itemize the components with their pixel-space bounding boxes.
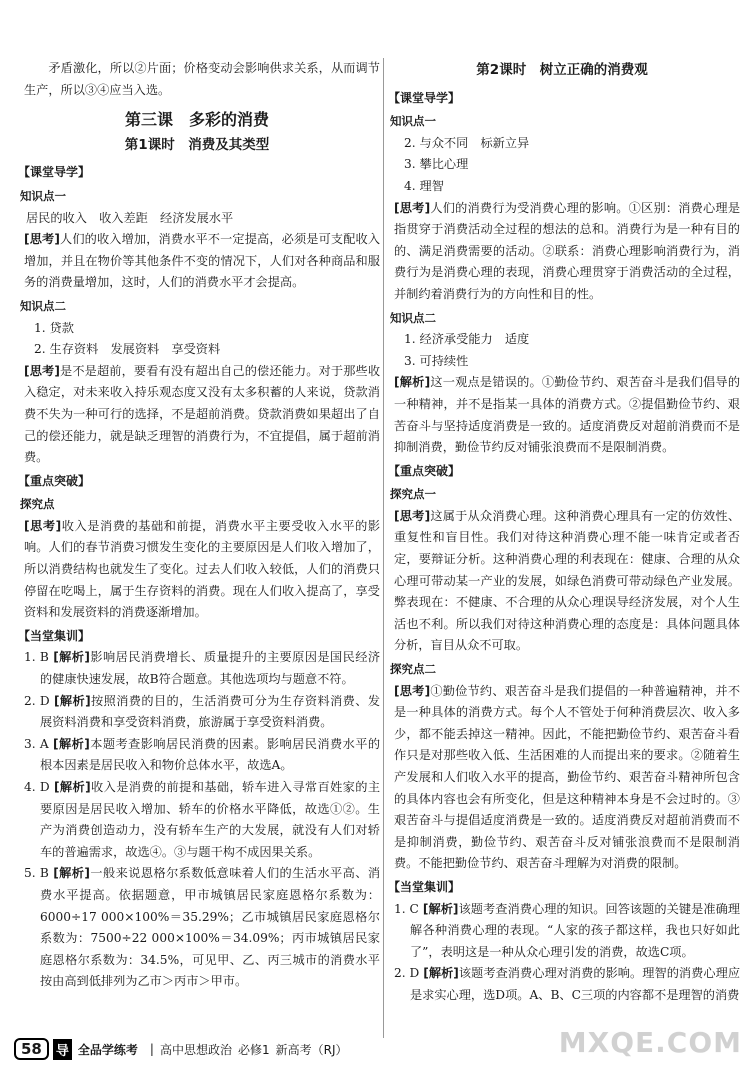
kp1-item: 3. 攀比心理 [404,157,469,172]
explore-point-1: 探究点一 [390,487,436,502]
answer-item [14,691,380,734]
explore2-think [384,681,740,875]
left-column [14,58,380,993]
think-tag: [思考] [24,518,62,533]
think-tag: [思考] [24,232,60,247]
kp2-item: 1. 经济承受能力 适度 [404,332,530,347]
kp1-content: 居民的收入 收入差距 经济发展水平 [26,210,234,225]
explore2-text: ①勤俭节约、艰苦奋斗是我们提倡的一种普遍精神，并不是一种具体的消费方式。每个人不管处于何种消费层次、收入多少，都不能丢掉这一精神。因此，不能把勤俭节约、艰苦奋斗看作只是对那些收入低、生活困难的人而提出来的要求。②随着生产发展和人们收入水平的提高，勤俭节约、艰苦奋斗精神所包含的具体内容也会有所变化，但是这种精神本身是不会过时的。③艰苦奋斗与提倡适度消费是一致的。适度消费反对超前消费而不是抑制消费，勤俭节约、艰苦奋斗反对铺张浪费而不是限制消费。不能把勤俭节约、艰苦奋斗理解为对消费的限制。 [394,683,741,871]
answer-num: 3. A [24,736,49,751]
answer-item [384,899,740,964]
kp2-item: 1. 贷款 [34,320,74,335]
subject: 高中思想政治 [159,1042,232,1057]
analysis-tag: [解析] [53,650,90,665]
explore1-text: 这属于从众消费心理。这种消费心理具有一定的仿效性、重复性和盲目性。我们对待这种消费心理不能一味肯定或者否定，要辩证分析。这种消费心理的利表现在：健康、合理的从众心理可带动某一产业的发展，如绿色消费可带动绿色产业发展。弊表现在：不健康、不合理的从众心理误导经济发展，对个人生活也不利。所以我们对待这种消费心理的态度是：具体问题具体分析，盲目从众不可取。 [394,508,741,653]
answer-text: 一般来说恩格尔系数低意味着人们的生活水平高、消费水平提高。依据题意，甲市城镇居民家庭恩格尔系数为：6000÷17 000×100%＝35.29%；乙市城镇居民家庭恩格尔系数为：7500÷22 000×100%＝34.09%；丙市城镇居民家庭恩格尔系数为：34.5%，可见甲、乙、丙三城市的消费水平按由高到低排列为乙市＞丙市＞甲市。 [40,866,381,989]
answer-text: 本题考查影响居民消费的因素。影响居民消费水平的根本因素是居民收入和物价总体水平，故选A。 [40,736,381,773]
analysis-tag: [解析] [53,693,91,708]
answer-item [14,863,380,993]
think-tag: [思考] [394,200,431,215]
analysis-tag: [解析] [53,736,90,751]
answer-item [14,777,380,863]
analysis-tag: [解析] [53,780,91,794]
answer-item [384,963,740,1006]
think-tag: [思考] [24,363,60,378]
page-number: 58 [14,1038,49,1060]
separator: | [149,1042,154,1056]
guide-heading: 【课堂导学】 [388,90,461,105]
think-tag: [思考] [394,508,431,523]
right-column [384,58,740,1007]
answer-num: 1. B [24,650,49,665]
watermark: MXQE.COM [558,1026,742,1059]
edition: 新高考（RJ） [275,1042,348,1057]
brand-logo-icon: 导 [53,1039,72,1060]
analysis-tag: [解析] [394,375,431,390]
answer-num: 1. C [394,901,419,916]
knowledge-point-2: 知识点二 [20,298,66,313]
analysis-tag: [解析] [53,866,90,881]
kp1-think [14,229,380,294]
answer-num: 4. D [24,780,50,794]
knowledge-point-1: 知识点一 [20,188,66,203]
kp2-think-text: 是不是超前，要看有没有超出自己的偿还能力。对于那些收入稳定，对未来收入持乐观态度又没有太多积蓄的人来说，贷款消费不失为一种可行的选择，不是超前消费。贷款消费如果超出了自己的偿还能力，就是缺乏理智的消费行为，不宜提倡，属于超前消费。 [24,363,381,465]
answer-num: 5. B [24,866,49,881]
knowledge-point-2: 知识点二 [390,310,436,325]
answer-text: 按照消费的目的，生活消费可分为生存资料消费、发展资料消费和享受资料消费，旅游属于享受资料消费。 [40,693,381,730]
kp2-item: 2. 生存资料 发展资料 享受资料 [34,342,221,357]
kp2-think [14,361,380,469]
kp1-item: 4. 理智 [404,178,444,193]
explore1-think [384,506,740,657]
class-title-1: 第1课时 消费及其类型 [124,136,270,153]
answer-text: 该题考查消费心理的知识。回答该题的关键是准确理解各种消费心理的表现。“人家的孩子都这样，我也只好如此了”，表明这是一种从众心理引发的消费，故选C项。 [410,901,741,959]
explore-point: 探究点 [20,497,55,512]
lesson-title: 第三课 多彩的消费 [124,110,269,130]
page-footer [14,1037,354,1061]
answer-num: 2. D [24,693,50,708]
class-title-2: 第2课时 树立正确的消费观 [476,62,648,78]
answer-item [14,647,380,690]
focus-heading: 【重点突破】 [18,473,91,488]
analysis-tag: [解析] [422,901,459,916]
kp1-item: 2. 与众不同 标新立异 [404,135,530,150]
volume: 必修1 [237,1042,270,1057]
knowledge-point-1: 知识点一 [390,114,436,129]
answer-text: 收入是消费的前提和基础，轿车进入寻常百姓家的主要原因是居民收入增加、轿车的价格水平降低，故选①②。生产为消费创造动力，没有轿车生产的大发展，就没有人们对轿车的普遍需求，故选④。③与题干构不成因果关系。 [40,780,381,859]
answer-num: 2. D [394,966,420,981]
kp2-item: 3. 可持续性 [404,353,469,368]
practice-heading: 【当堂集训】 [18,628,91,643]
kp1-think [384,198,740,306]
think-tag: [思考] [394,683,431,698]
answer-text: 影响居民消费增长、质量提升的主要原因是国民经济的健康快速发展，故B符合题意。其他选项均与题意不符。 [40,650,381,687]
kp2-analysis [384,372,740,458]
guide-heading: 【课堂导学】 [18,165,91,180]
answer-item [14,734,380,777]
answer-text: 该题考查消费心理对消费的影响。理智的消费心理应是求实心理，选D项。A、B、C三项的内容都不是理智的消费 [410,966,741,1002]
explore-think-text: 收入是消费的基础和前提，消费水平主要受收入水平的影响。人们的春节消费习惯发生变化的主要原因是人们收入增加了，所以消费结构也就发生了变化。过去人们收入较低，人们的消费只停留在吃喝上，属于生存资料的消费。现在人们收入提高了，享受资料和发展资料的消费逐渐增加。 [24,518,381,620]
analysis-tag: [解析] [423,966,459,981]
kp1-think-text: 人们的消费行为受消费心理的影响。①区别：消费心理是指贯穿于消费活动全过程的想法的总和。消费行为是一种有目的的、满足消费需要的活动。②联系：消费心理影响消费行为，消费行为是消费心理的表现，消费心理贯穿于消费活动的全过程，并制约着消费行为的方向性和目的性。 [394,200,741,301]
kp2-analysis-text: 这一观点是错误的。①勤俭节约、艰苦奋斗是我们倡导的一种精神，并不是指某一具体的消费方式。②提倡勤俭节约、艰苦奋斗与坚持适度消费是一致的。适度消费反对超前消费而不是抑制消费，勤俭节约反对铺张浪费而不是限制消费。 [394,375,741,455]
explore-think [14,516,380,624]
intro-text: 矛盾激化，所以②片面；价格变动会影响供求关系，从而调节生产，所以③④应当入选。 [24,61,380,97]
practice-heading: 【当堂集训】 [388,879,461,894]
book-title: 全品学练考 [77,1042,138,1057]
kp1-think-text: 人们的收入增加，消费水平不一定提高，必须是可支配收入增加，并且在物价等其他条件不变的情况下，人们对各种商品和服务的消费量增加，这时，人们的消费水平才会提高。 [24,232,381,290]
explore-point-2: 探究点二 [390,662,436,677]
focus-heading: 【重点突破】 [388,463,461,478]
